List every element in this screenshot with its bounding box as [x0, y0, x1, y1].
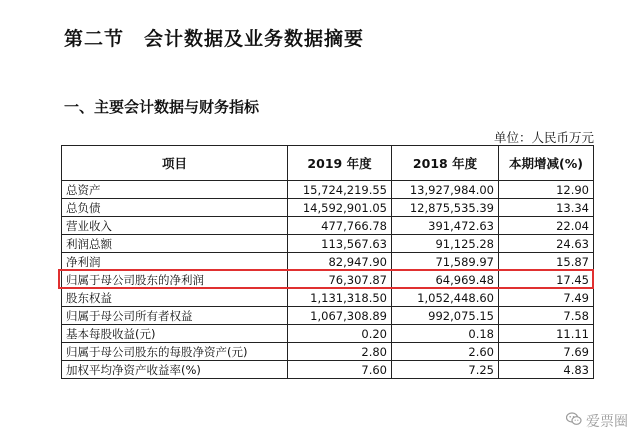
value-change: 17.45	[499, 271, 594, 289]
value-2019: 76,307.87	[288, 271, 392, 289]
value-change: 13.34	[499, 199, 594, 217]
table-row	[62, 217, 594, 235]
watermark-text: 爱票圈	[586, 414, 628, 430]
subsection-title: 一、主要会计数据与财务指标	[64, 98, 260, 116]
header-2019: 2019 年度	[288, 146, 392, 181]
table-header-row	[62, 146, 594, 181]
value-2019: 2.80	[288, 343, 392, 361]
value-2019: 1,131,318.50	[288, 289, 392, 307]
table-row	[62, 361, 594, 379]
header-item: 项目	[62, 146, 288, 181]
value-2019: 14,592,901.05	[288, 199, 392, 217]
value-2019: 113,567.63	[288, 235, 392, 253]
row-label: 利润总额	[62, 235, 288, 253]
value-change: 7.58	[499, 307, 594, 325]
row-label: 总资产	[62, 181, 288, 199]
value-2019: 1,067,308.89	[288, 307, 392, 325]
table-row	[62, 271, 594, 289]
watermark	[566, 411, 628, 431]
row-label: 加权平均净资产收益率(%)	[62, 361, 288, 379]
row-label: 基本每股收益(元)	[62, 325, 288, 343]
value-2018: 91,125.28	[392, 235, 499, 253]
row-label: 归属于母公司股东的净利润	[62, 271, 288, 289]
table-row	[62, 199, 594, 217]
value-2018: 992,075.15	[392, 307, 499, 325]
value-2018: 12,875,535.39	[392, 199, 499, 217]
value-2018: 0.18	[392, 325, 499, 343]
header-change: 本期增减(%)	[499, 146, 594, 181]
table-row	[62, 307, 594, 325]
row-label: 净利润	[62, 253, 288, 271]
value-change: 12.90	[499, 181, 594, 199]
value-2018: 7.25	[392, 361, 499, 379]
table-row	[62, 181, 594, 199]
row-label: 股东权益	[62, 289, 288, 307]
value-2019: 82,947.90	[288, 253, 392, 271]
table-row-highlighted	[62, 253, 594, 271]
value-2018: 1,052,448.60	[392, 289, 499, 307]
value-2018: 71,589.97	[392, 253, 499, 271]
table-row	[62, 343, 594, 361]
value-change: 15.87	[499, 253, 594, 271]
value-change: 7.49	[499, 289, 594, 307]
value-change: 7.69	[499, 343, 594, 361]
table-row	[62, 325, 594, 343]
value-2018: 64,969.48	[392, 271, 499, 289]
table-row	[62, 289, 594, 307]
value-change: 4.83	[499, 361, 594, 379]
value-change: 11.11	[499, 325, 594, 343]
header-2018: 2018 年度	[392, 146, 499, 181]
value-change: 24.63	[499, 235, 594, 253]
row-label: 总负债	[62, 199, 288, 217]
value-2018: 2.60	[392, 343, 499, 361]
value-2019: 7.60	[288, 361, 392, 379]
unit-label: 单位：人民币万元	[493, 130, 594, 145]
value-2019: 15,724,219.55	[288, 181, 392, 199]
row-label: 归属于母公司股东的每股净资产(元)	[62, 343, 288, 361]
wechat-icon	[566, 412, 582, 430]
value-2018: 391,472.63	[392, 217, 499, 235]
value-2019: 0.20	[288, 325, 392, 343]
value-2019: 477,766.78	[288, 217, 392, 235]
value-2018: 13,927,984.00	[392, 181, 499, 199]
financial-indicators-table	[61, 145, 594, 379]
table-row	[62, 235, 594, 253]
section-title: 第二节 会计数据及业务数据摘要	[64, 28, 365, 50]
value-change: 22.04	[499, 217, 594, 235]
row-label: 归属于母公司所有者权益	[62, 307, 288, 325]
row-label: 营业收入	[62, 217, 288, 235]
